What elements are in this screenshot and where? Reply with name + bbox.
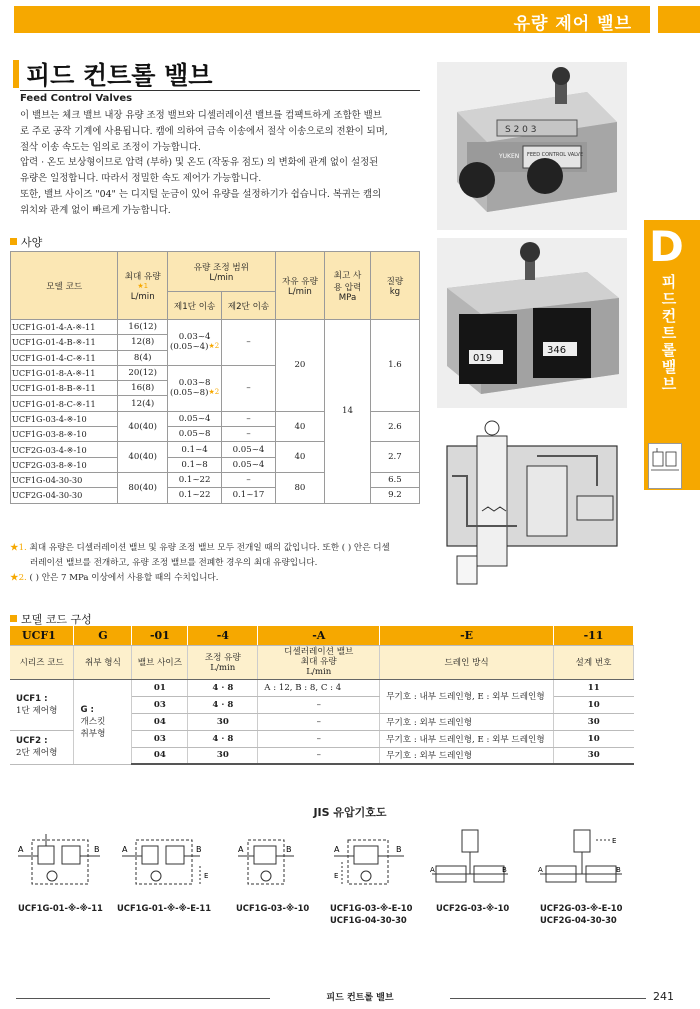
jis-label: UCF2G-03-※-10 xyxy=(436,903,510,913)
jis-symbol-4 xyxy=(332,826,408,900)
bullet-square xyxy=(10,615,17,622)
label-row: 시리즈 코드 취부 형식 밸브 사이즈 조정 유량 L/min 디셀러레이션 밸브 최대 유량 L/min 드레인 방식 설계 번호 xyxy=(10,645,634,679)
jis-label: UCF1G-01-※-※-11 xyxy=(18,903,103,913)
col-stage1: 제1단 이송 xyxy=(167,292,221,320)
intro-line: 유량은 일정합니다. 따라서 정밀한 속도 제어가 가능합니다. xyxy=(20,173,262,185)
table-row: UCF1G-03-8-※-10 0.05~8 – xyxy=(11,427,420,442)
note-mark: ★1. xyxy=(10,543,27,553)
spec-heading-text: 사양 xyxy=(21,236,43,249)
intro-line: 로 주로 공작 기계에 사용됩니다. 캠에 의하여 급속 이송에서 절삭 이송으로의 전환이 되며, xyxy=(20,125,388,137)
spec-table xyxy=(10,251,420,504)
header-tick xyxy=(650,6,658,33)
product-photo-ucf2 xyxy=(437,238,627,408)
svg-text:E: E xyxy=(204,872,209,880)
svg-text:E: E xyxy=(612,837,617,845)
col-model: 모델 코드 xyxy=(11,252,118,320)
section-title: 유량 제어 밸브 xyxy=(513,14,632,34)
model-code-heading xyxy=(10,611,92,627)
jis-symbol-2 xyxy=(118,826,214,900)
dial-value-2: 346 xyxy=(547,345,567,356)
col-max-flow: 최대 유량$^{★1}$ L/min xyxy=(118,252,168,320)
svg-text:B: B xyxy=(396,845,402,854)
nameplate-text: FEED CONTROL VALVE xyxy=(527,152,583,158)
note-text: 러레이션 밸브를 전개하고, 유량 조정 밸브를 전폐한 경우의 최대 유량입니다. xyxy=(30,558,318,568)
jis-label: UCF1G-03-※-E-10 xyxy=(330,903,413,913)
jis-label: UCF1G-04-30-30 xyxy=(330,915,407,925)
table-row: UCF2G-04-30-30 0.1~22 0.1~17 9.2 xyxy=(11,488,420,503)
col-free-flow: 자유 유량 L/min xyxy=(275,252,324,320)
spec-heading xyxy=(10,234,42,250)
svg-text:B: B xyxy=(286,845,292,854)
svg-text:E: E xyxy=(334,872,339,880)
table-row: UCF1G-01-8-B-※-11 16(8) xyxy=(11,381,420,396)
model-code-heading-text: 모델 코드 구성 xyxy=(21,613,92,626)
table-row: UCF1 : 1단 제어형 G : 개스킷 취부형 01 4 · 8 A : 12, B : 8, C : 4 무기호 : 내부 드레인형, E : 외부 드레인형 11 xyxy=(10,679,634,696)
table-row: UCF2G-03-4-※-10 40(40) 0.1~4 0.05~4 40 2.7 xyxy=(11,442,420,457)
svg-text:A: A xyxy=(122,845,128,854)
page-number: 241 xyxy=(653,990,674,1003)
intro-line: 압력 · 온도 보상형이므로 압력 (부하) 및 온도 (작동유 점도) 의 변화에 관계 없이 설정된 xyxy=(20,157,379,169)
svg-text:B: B xyxy=(616,866,621,874)
footer-title: 피드 컨트롤 밸브 xyxy=(270,990,450,1003)
chapter-symbol-icon xyxy=(648,443,682,489)
code-row: UCF1 G -01 -4 -A -E -11 xyxy=(10,626,634,645)
bullet-square xyxy=(10,238,17,245)
note-mark: ★2. xyxy=(10,573,27,583)
svg-text:A: A xyxy=(334,845,340,854)
col-max-pressure: 최고 사용 압력 MPa xyxy=(325,252,371,320)
table-row: UCF1G-01-4-B-※-11 12(8) xyxy=(11,335,420,350)
intro-line: 또한, 밸브 사이즈 "04" 는 디지털 눈금이 있어 유량을 설정하기가 쉽습니다. 복귀는 캠의 xyxy=(20,188,382,200)
chapter-letter: D xyxy=(649,222,684,271)
svg-text:S 2 0 3: S 2 0 3 xyxy=(505,125,537,135)
note-text: ( ) 안은 7 MPa 이상에서 사용할 때의 수치입니다. xyxy=(29,573,219,583)
intro-text xyxy=(20,108,425,219)
dial-value-1: 019 xyxy=(473,353,493,364)
jis-title: JIS 유압기호도 xyxy=(313,806,387,819)
svg-text:A: A xyxy=(538,866,543,874)
jis-symbol-1 xyxy=(14,826,104,900)
svg-text:B: B xyxy=(94,845,100,854)
table-row: 04 30 – 무기호 : 외부 드레인형 30 xyxy=(10,713,634,730)
table-row: UCF1G-04-30-30 80(40) 0.1~22 – 80 6.5 xyxy=(11,472,420,487)
spec-notes xyxy=(10,541,430,586)
note-text: 최대 유량은 디셀러레이션 밸브 및 유량 조정 밸브 모두 전개일 때의 값입니다. 또한 ( ) 안은 디셀 xyxy=(29,543,390,553)
jis-symbol-3 xyxy=(236,826,296,900)
table-row: UCF2G-03-8-※-10 0.1~8 0.05~4 xyxy=(11,457,420,472)
model-code-table xyxy=(10,626,634,765)
jis-label: UCF2G-04-30-30 xyxy=(540,915,617,925)
table-row: UCF1G-03-4-※-10 40(40) 0.05~4 – 40 2.6 xyxy=(11,411,420,426)
jis-symbol-6 xyxy=(536,826,626,900)
section-header-band xyxy=(14,6,700,33)
table-row: 04 30 – 무기호 : 외부 드레인형 30 xyxy=(10,747,634,764)
product-photo-ucf1 xyxy=(437,62,627,230)
chapter-label: 피드 컨트롤 밸브 xyxy=(661,273,677,393)
jis-label: UCF2G-03-※-E-10 xyxy=(540,903,623,913)
intro-line: 이 밸브는 체크 밸브 내장 유량 조정 밸브와 디셀러레이션 밸브를 컴팩트하게 조합한 밸브 xyxy=(20,110,382,121)
title-divider xyxy=(20,90,420,91)
table-row: UCF1G-01-4-A-※-11 16(12) 0.03~4 (0.05~4)$^{★2}$ – 20 14 1.6 xyxy=(11,320,420,335)
table-row: UCF1G-01-8-C-※-11 12(4) xyxy=(11,396,420,411)
title-accent-bar xyxy=(13,60,19,88)
jis-label: UCF1G-03-※-10 xyxy=(236,903,310,913)
table-row: UCF2 : 2단 제어형 03 4 · 8 – 무기호 : 내부 드레인형, E : 외부 드레인형 10 xyxy=(10,730,634,747)
col-adj-range: 유량 조정 범위 L/min xyxy=(167,252,275,292)
brand-text: YUKEN xyxy=(499,153,520,160)
jis-symbol-5 xyxy=(430,826,510,900)
page-title: 피드 컨트롤 밸브 xyxy=(26,61,213,90)
intro-line: 절삭 이송 속도는 임의로 조정이 가능합니다. xyxy=(20,141,201,153)
table-row: 03 4 · 8 – 10 xyxy=(10,696,634,713)
svg-text:B: B xyxy=(502,866,507,874)
col-mass: 질량 kg xyxy=(370,252,419,320)
svg-text:A: A xyxy=(18,845,24,854)
table-row: UCF1G-01-8-A-※-11 20(12) 0.03~8 (0.05~8)$^{★2}$ – xyxy=(11,365,420,380)
table-row: UCF1G-01-4-C-※-11 8(4) xyxy=(11,350,420,365)
svg-text:A: A xyxy=(430,866,435,874)
svg-text:A: A xyxy=(238,845,244,854)
col-stage2: 제2단 이송 xyxy=(222,292,276,320)
svg-text:B: B xyxy=(196,845,202,854)
page-subtitle: Feed Control Valves xyxy=(20,93,133,104)
jis-label: UCF1G-01-※-※-E-11 xyxy=(117,903,212,913)
intro-line: 위치와 관계 없이 빠르게 가능합니다. xyxy=(20,204,171,216)
cross-section-diagram xyxy=(437,416,627,592)
